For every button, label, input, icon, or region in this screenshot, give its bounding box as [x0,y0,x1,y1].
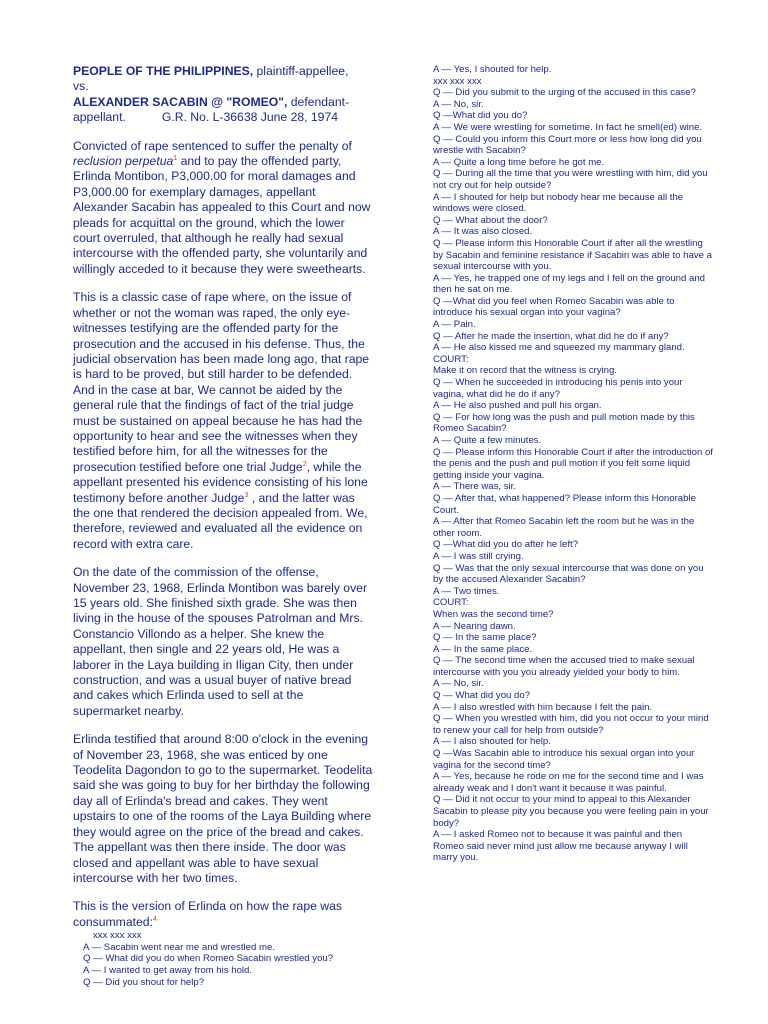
paragraph-1: Convicted of rape sentenced to suffer the penalty of reclusion perpetua$^1$ and to pay the offended party, Erlinda Montibon, P3,000.00 for moral damages and P3,000.00 for exemplary damages, appellant Alexander Sacabin has appealed to this Court and now pleads for acquittal on the ground, which the lower court overruled, that although he really had sexual intercourse with the offended party, she voluntarily and willingly acceded to it because they were sweethearts. [73,138,371,276]
footnote-ref-3[interactable]: 3 [244,491,249,499]
transcript-line: A — Yes, I shouted for help. [433,64,552,75]
transcript-line: A — Yes, because he rode on me for the second time and I was already weak and I don't want it because it was painful. [433,771,704,794]
transcript-line: Q — Was that the only sexual intercourse that was done on you by the accused Alexander Sacabin? [433,562,704,586]
transcript-line: A — I wanted to get away from his hold. [83,964,253,976]
transcript-line: A — Nearing dawn. [433,620,516,632]
transcript-line: A — Two times. [433,585,500,597]
transcript-line: Q — Did you shout for help? [83,976,205,988]
transcript-line: Q —What did you do after he left? [433,539,579,551]
transcript-line: Q — What did you do when Romeo Sacabin wrestled you? [83,953,334,965]
case-caption [73,64,373,126]
transcript-line: A — There was, sir. [433,481,516,493]
transcript-line: A — I asked Romeo not to because it was painful and then Romeo said never mind just allow me because anyway I will marry you. [433,829,688,864]
paragraph-3: On the date of the commission of the offense, November 23, 1968, Erlinda Montibon was barely over 15 years old. She finished sixth grade. She was then living in the house of the spouses Patrolman and Mrs. Constancio Villondo as a helper. She knew the appellant, then single and 22 years old, He was a laborer in the Laya building in Iligan City, then under construction, and was a usual buyer of native bread and cakes which Erlinda used to sell at the supermarket nearby. [73,565,368,718]
transcript-line: Q — Did it not occur to your mind to appeal to this Alexander Sacabin to please pity you because you were feeling pain in your body? [433,794,709,829]
transcript-line: A — I shouted for help but nobody hear me because all the windows were closed. [433,191,684,215]
right-column-transcript [433,64,715,864]
transcript-line: COURT: [433,597,469,609]
transcript-line: A — Yes, he trapped one of my legs and I fell on the ground and then he sat on me. [433,272,706,296]
transcript-line: A — He also kissed me and squeezed my mammary gland. [433,342,685,354]
transcript-line: xxx xxx xxx [93,930,142,942]
transcript-line: Q — For how long was the push and pull motion made by this Romeo Sacabin? [433,411,695,435]
transcript-line: Q — Could you inform this Court more or less how long did you wrestle with Sacabin? [433,133,702,157]
latin-term: reclusion perpetua [73,154,174,169]
footnote-ref-1[interactable]: 1 [173,154,178,162]
transcript-line: Q — When you wrestled with him, did you not occur to your mind to renew your call for help from outside? [433,713,709,736]
defendant-name: ALEXANDER SACABIN @ "ROMEO", [73,94,288,109]
left-transcript [73,930,373,988]
transcript-line: Q — After he made the insertion, what did he do if any? [433,330,669,342]
transcript-line: Q — The second time when the accused tried to make sexual intercourse with you you already yielded your body to him. [433,655,695,678]
transcript-line: Q —What did you feel when Romeo Sacabin was able to introduce his sexual organ into your vagina? [433,295,675,319]
transcript-line: A — Pain. [433,319,476,331]
transcript-line: A — Quite a few minutes. [433,435,542,446]
transcript-line: Make it on record that the witness is crying. [433,365,617,377]
transcript-line: COURT: [433,353,469,365]
transcript-line: A — I also shouted for help. [433,736,551,748]
versus-label: vs. [73,79,89,94]
transcript-line: A — Quite a long time before he got me. [433,156,605,168]
transcript-line: Q —What did you do? [433,110,528,122]
paragraph-4: Erlinda testified that around 8:00 o'clock in the evening of November 23, 1968, she was enticed by one Teodelita Dagondon to go to the supermarket. Teodelita said she was going to buy for her birthday the following day all of Erlinda's bread and cakes. They went upstairs to one of the rooms of the Laya Building where they would agree on the price of the bread and cakes. The appellant was then there inside. The door was closed and appellant was able to have sexual intercourse with her two times. [73,732,373,885]
transcript-line: Q —Was Sacabin able to introduce his sexual organ into your vagina for the second time? [433,748,695,771]
transcript-line: xxx xxx xxx [433,75,482,87]
transcript-line: When was the second time? [433,608,554,620]
transcript-line: A — It was also closed. [433,226,533,238]
transcript-line: Q — Did you submit to the urging of the accused in this case? [433,87,696,99]
transcript-line: A — I also wrestled with him because I felt the pain. [433,701,653,713]
left-column [73,64,373,988]
transcript-line: Q — Please inform this Honorable Court if after all the wrestling by Sacabin and feminine resistance if Sacabin was able to have a sexual intercourse with you. [433,237,712,273]
defendant-role: defendant- [287,94,350,109]
transcript-line: Q — What did you do? [433,690,531,702]
transcript-line: A — After that Romeo Sacabin left the room but he was in the other room. [433,516,695,539]
transcript-line: A — Sacabin went near me and wrestled me. [83,941,275,953]
plaintiff-name: PEOPLE OF THE PHILIPPINES, [73,64,254,78]
footnote-ref-4[interactable]: 4 [152,915,157,923]
transcript-line: A — We were wrestling for sometime. In fact he smell(ed) wine. [433,121,703,133]
footnote-ref-2[interactable]: 2 [302,460,307,468]
transcript-line: A — In the same place. [433,643,533,655]
transcript-line: Q — During all the time that you were wrestling with him, did you not cry out for help outside? [433,168,708,191]
transcript-line: Q — When he succeeded in introducing his penis into your vagina, what did he do if any? [433,377,683,400]
transcript-line: Q — In the same place? [433,632,537,644]
transcript-line: A — No, sir. [433,98,484,110]
transcript-line: Q — What about the door? [433,214,548,226]
transcript-line: A — He also pushed and pull his organ. [433,400,602,412]
transcript-line: Q — After that, what happened? Please inform this Honorable Court. [433,492,696,516]
case-number: G.R. No. L-36638 June 28, 1974 [161,110,339,125]
transcript-line: Q — Please inform this Honorable Court if after the introduction of the penis and the push and pull motion if you felt some liquid getting inside your vagina. [433,446,713,481]
transcript-line: A — No, sir. [433,678,484,690]
defendant-role-cont: appellant. [73,110,126,125]
plaintiff-role: plaintiff-appellee, [253,64,349,78]
transcript-line: A — I was still crying. [433,550,524,562]
paragraph-5: This is the version of Erlinda on how the rape was consummated:$^4$ [73,899,342,929]
paragraph-2: This is a classic case of rape where, on the issue of whether or not the woman was raped, the only eye-witnesses testifying are the offended party for the prosecution and the accused in his defense. Thus, the judicial observation has been made long ago, that rape is hard to be proved, but still harder to be defended. And in the case at bar, We cannot be aided by the general rule that the findings of fact of the trial judge must be sustained on appeal because he has had the opportunity to hear and see the witnesses when they testified before him, for all the witnesses for the prosecution testified before one trial Judge$^2$, while the appellant presented his evidence consisting of his lone testimony before another Judge$^3$ , and the latter was the one that rendered the decision appealed from. We, therefore, reviewed and evaluated all the evidence on record with extra care. [73,290,370,551]
